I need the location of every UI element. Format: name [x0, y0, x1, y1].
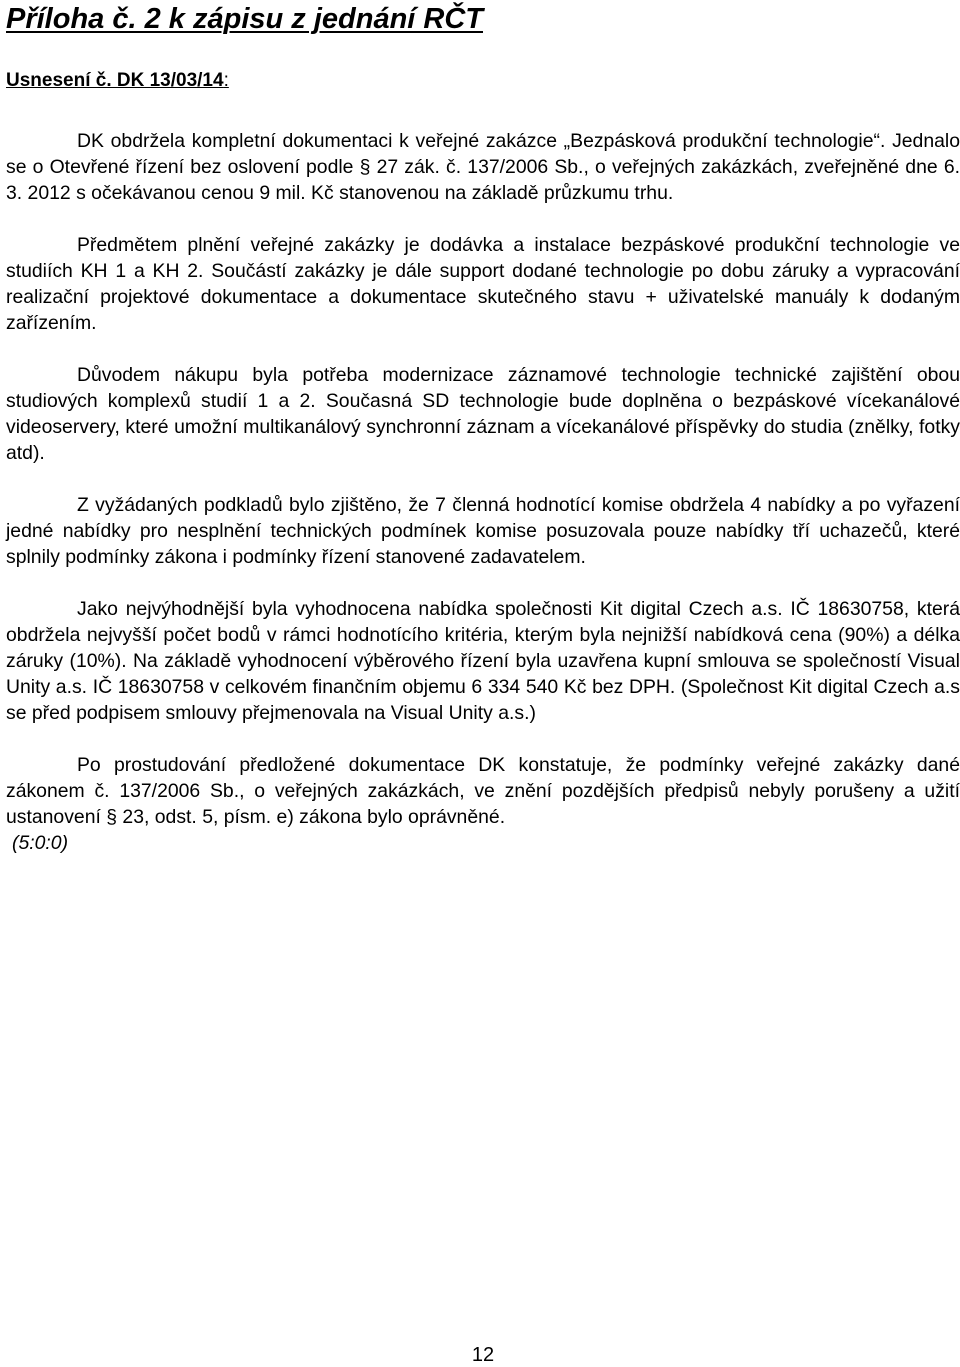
resolution-heading [6, 68, 229, 94]
resolution-colon: : [223, 70, 229, 91]
page-number: 12 [471, 1344, 495, 1366]
document-title: Příloha č. 2 k zápisu z jednání RČT [6, 3, 483, 35]
paragraph-reason: Důvodem nákupu byla potřeba modernizace záznamové technologie technické zajištění obou studiových komplexů studií 1 a 2. Současná SD technologie bude doplněna o bezpáskové vícekanálové videoservery, které umožní multikanálový synchronní záznam a vícekanálové příspěvky do studia (znělky, fotky atd). [6, 364, 960, 464]
paragraph-evaluation-committee: Z vyžádaných podkladů bylo zjištěno, že 7 členná hodnotící komise obdržela 4 nabídky a po vyřazení jedné nabídky pro nesplnění technických podmínek komise posuzovala pouze nabídky tří uchazečů, které splnily podmínky zákona i podmínky řízení stanovené zadavatelem. [6, 494, 960, 568]
paragraph-winning-bid: Jako nejvýhodnější byla vyhodnocena nabídka společnosti Kit digital Czech a.s. IČ 18630758, která obdržela nejvyšší počet bodů v rámci hodnotícího kritéria, kterým byla nejnižší nabídková cena (90%) a délka záruky (10%). Na základě vyhodnocení výběrového řízení byla uzavřena kupní smlouva se společností Visual Unity a.s. IČ 18630758 v celkovém finančním objemu 6 334 540 Kč bez DPH. (Společnost Kit digital Czech a.s se před podpisem smlouvy přejmenovala na Visual Unity a.s.) [6, 598, 960, 724]
vote-result: (5:0:0) [12, 832, 69, 854]
resolution-label: Usnesení č. DK 13/03/14 [6, 70, 224, 91]
paragraph-dk-receipt: DK obdržela kompletní dokumentaci k veřejné zakázce „Bezpásková produkční technologie“. Jednalo se o Otevřené řízení bez oslovení podle § 27 zák. č. 137/2006 Sb., o veřejných zakázkách, zveřejněné dne 6. 3. 2012 s očekávanou cenou 9 mil. Kč stanovenou na základě průzkumu trhu. [6, 130, 960, 204]
document-body [6, 128, 960, 856]
paragraph-subject: Předmětem plnění veřejné zakázky je dodávka a instalace bezpáskové produkční technologie ve studiích KH 1 a KH 2. Součástí zakázky je dále support dodané technologie po dobu záruky a vypracování realizační projektové dokumentace a dokumentace skutečného stavu + uživatelské manuály k dodaným zařízením. [6, 234, 960, 334]
paragraph-conclusion: Po prostudování předložené dokumentace DK konstatuje, že podmínky veřejné zakázky dané zákonem č. 137/2006 Sb., o veřejných zakázkách, ve znění pozdějších předpisů nebyly porušeny a užití ustanovení § 23, odst. 5, písm. e) zákona bylo oprávněné. [6, 754, 960, 828]
